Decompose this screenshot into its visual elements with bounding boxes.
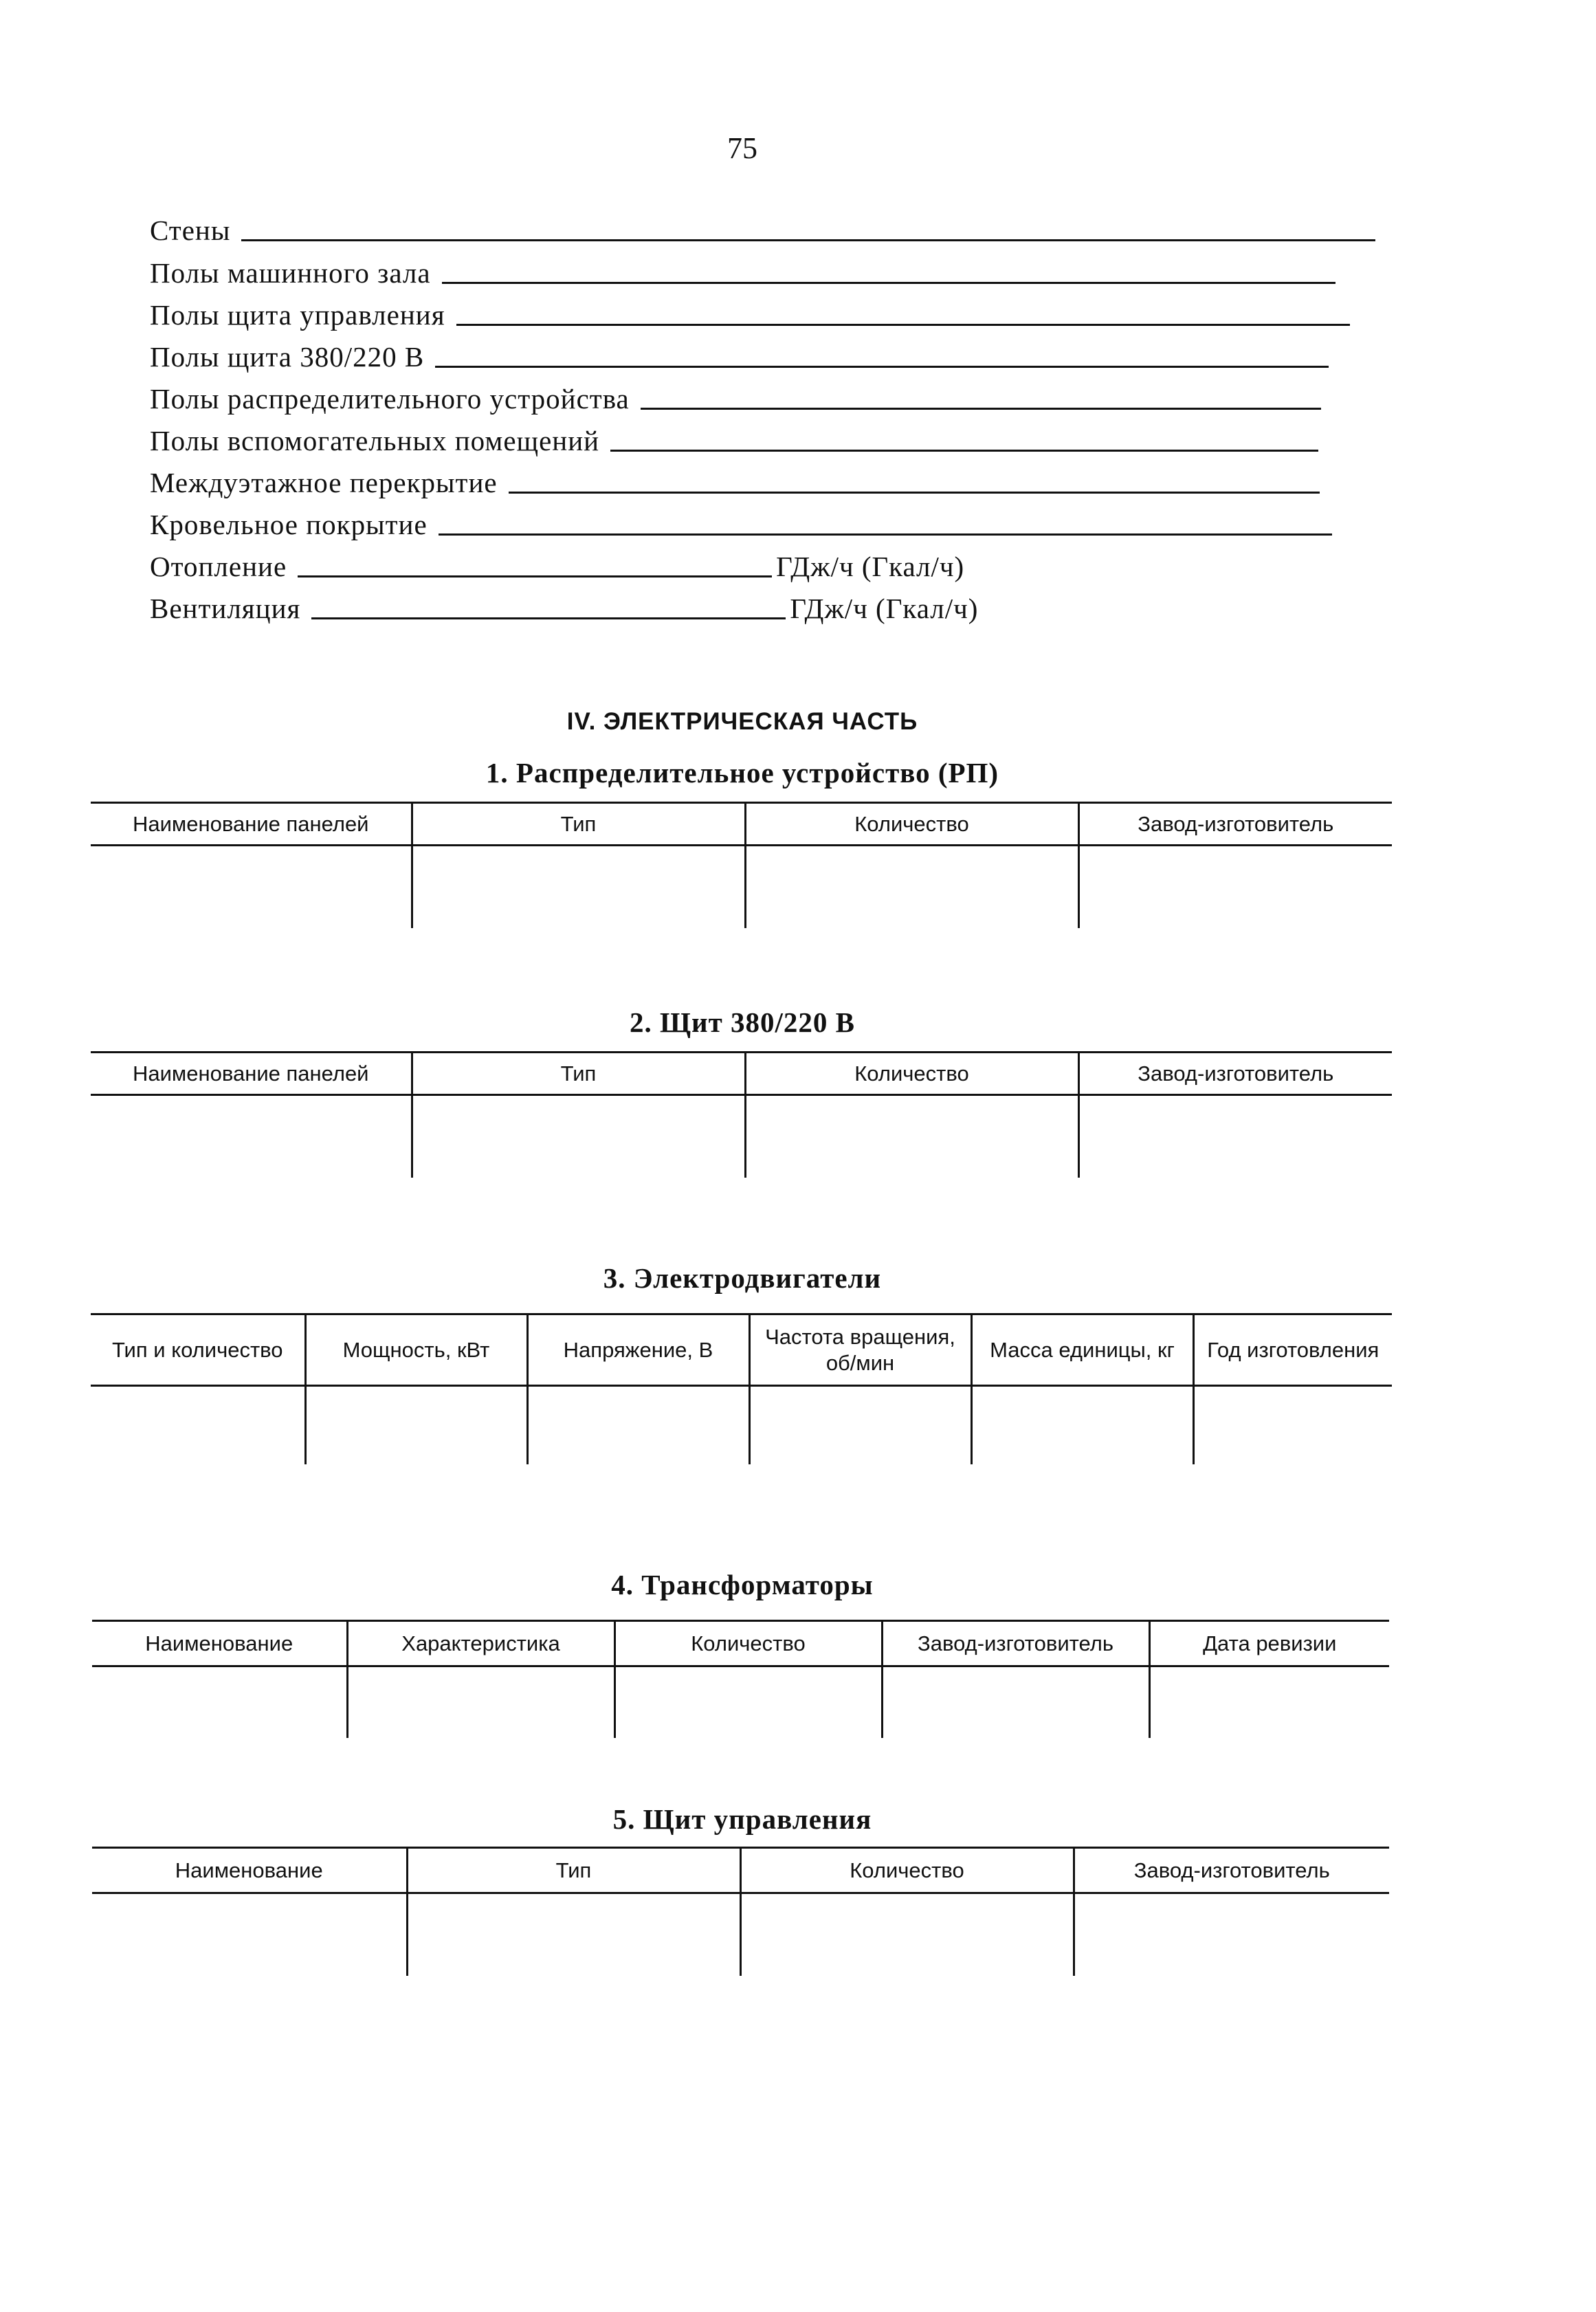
- column-header: Характеристика: [347, 1621, 614, 1666]
- column-header: Завод-изготовитель: [1074, 1848, 1389, 1893]
- field-machine-hall-floors: [150, 251, 1335, 289]
- table-row: [91, 1386, 1392, 1464]
- column-header: Тип: [412, 1053, 745, 1095]
- field-label: Полы вспомогательных помещений: [150, 425, 600, 456]
- panel-380-table: [91, 1051, 1392, 1178]
- column-header: Наименование панелей: [91, 1053, 412, 1095]
- field-control-panel-floors: [150, 293, 1350, 331]
- table-cell[interactable]: [1149, 1666, 1389, 1738]
- field-label: Отопление: [150, 551, 287, 582]
- fill-line[interactable]: [435, 366, 1329, 368]
- column-header: Частота вращения, об/мин: [749, 1314, 971, 1386]
- table-cell[interactable]: [91, 1095, 412, 1178]
- column-header: Количество: [740, 1848, 1074, 1893]
- transformers-table: [92, 1620, 1389, 1738]
- column-header: Тип: [407, 1848, 740, 1893]
- table-cell[interactable]: [92, 1666, 347, 1738]
- column-header: Напряжение, В: [527, 1314, 749, 1386]
- table-cell[interactable]: [1193, 1386, 1392, 1464]
- table-cell[interactable]: [91, 1386, 305, 1464]
- fill-line[interactable]: [442, 282, 1335, 284]
- control-panel-table: [92, 1847, 1389, 1976]
- table-cell[interactable]: [971, 1386, 1193, 1464]
- table-title: 1. Распределительное устройство (РП): [485, 757, 999, 789]
- field-label: Полы щита 380/220 В: [150, 341, 425, 373]
- field-label: Полы машинного зала: [150, 257, 431, 289]
- table-row: [91, 1095, 1392, 1178]
- column-header: Наименование: [92, 1621, 347, 1666]
- table-row: [92, 1666, 1389, 1738]
- table-cell[interactable]: [745, 846, 1078, 928]
- table-title: 3. Электродвигатели: [603, 1262, 882, 1294]
- table-cell[interactable]: [347, 1666, 614, 1738]
- table-row: [91, 846, 1392, 928]
- field-roofing: [150, 503, 1332, 541]
- switchgear-table: [91, 802, 1392, 928]
- table-cell[interactable]: [91, 846, 412, 928]
- table-row: [92, 1893, 1389, 1976]
- field-unit: ГДж/ч (Гкал/ч): [776, 551, 965, 582]
- table-cell[interactable]: [745, 1095, 1078, 1178]
- field-walls: [150, 208, 1375, 247]
- motors-table: [91, 1313, 1392, 1464]
- table-cell[interactable]: [882, 1666, 1149, 1738]
- table-cell[interactable]: [1078, 1095, 1392, 1178]
- column-header: Наименование: [92, 1848, 407, 1893]
- table-cell[interactable]: [412, 846, 745, 928]
- column-header: Дата ревизии: [1149, 1621, 1389, 1666]
- table-cell[interactable]: [740, 1893, 1074, 1976]
- field-label: Стены: [150, 214, 231, 246]
- field-ventilation: [150, 586, 978, 625]
- table-cell[interactable]: [305, 1386, 527, 1464]
- table-title: 5. Щит управления: [612, 1803, 872, 1835]
- field-label: Междуэтажное перекрытие: [150, 467, 498, 498]
- field-heating: [150, 544, 964, 583]
- table-cell[interactable]: [407, 1893, 740, 1976]
- column-header: Тип и количество: [91, 1314, 305, 1386]
- column-header: Завод-изготовитель: [1078, 803, 1392, 846]
- field-label: Кровельное покрытие: [150, 509, 428, 540]
- field-switchgear-floors: [150, 377, 1321, 415]
- column-header: Масса единицы, кг: [971, 1314, 1193, 1386]
- table-title: 4. Трансформаторы: [611, 1569, 874, 1600]
- field-label: Полы щита управления: [150, 299, 445, 331]
- table-cell[interactable]: [527, 1386, 749, 1464]
- column-header: Количество: [614, 1621, 882, 1666]
- fill-line[interactable]: [298, 575, 772, 577]
- fill-line[interactable]: [241, 239, 1375, 241]
- column-header: Мощность, кВт: [305, 1314, 527, 1386]
- column-header: Количество: [745, 803, 1078, 846]
- column-header: Завод-изготовитель: [1078, 1053, 1392, 1095]
- fill-line[interactable]: [439, 533, 1332, 536]
- field-label: Полы распределительного устройства: [150, 383, 630, 415]
- column-header: Год изготовления: [1193, 1314, 1392, 1386]
- field-label: Вентиляция: [150, 593, 301, 624]
- field-interfloor-slab: [150, 461, 1320, 499]
- fill-line[interactable]: [456, 324, 1350, 326]
- column-header: Тип: [412, 803, 745, 846]
- table-cell[interactable]: [1074, 1893, 1389, 1976]
- column-header: Завод-изготовитель: [882, 1621, 1149, 1666]
- fill-line[interactable]: [610, 450, 1318, 452]
- section-title: IV. ЭЛЕКТРИЧЕСКАЯ ЧАСТЬ: [566, 708, 918, 735]
- page-number: 75: [727, 131, 757, 165]
- table-cell[interactable]: [614, 1666, 882, 1738]
- table-cell[interactable]: [412, 1095, 745, 1178]
- field-380-panel-floors: [150, 335, 1329, 373]
- field-unit: ГДж/ч (Гкал/ч): [790, 593, 979, 624]
- column-header: Количество: [745, 1053, 1078, 1095]
- table-cell[interactable]: [1078, 846, 1392, 928]
- table-cell[interactable]: [749, 1386, 971, 1464]
- table-title: 2. Щит 380/220 В: [629, 1006, 856, 1038]
- column-header: Наименование панелей: [91, 803, 412, 846]
- fill-line[interactable]: [311, 617, 786, 619]
- table-cell[interactable]: [92, 1893, 407, 1976]
- fill-line[interactable]: [641, 408, 1321, 410]
- fill-line[interactable]: [509, 492, 1320, 494]
- field-auxiliary-floors: [150, 419, 1318, 457]
